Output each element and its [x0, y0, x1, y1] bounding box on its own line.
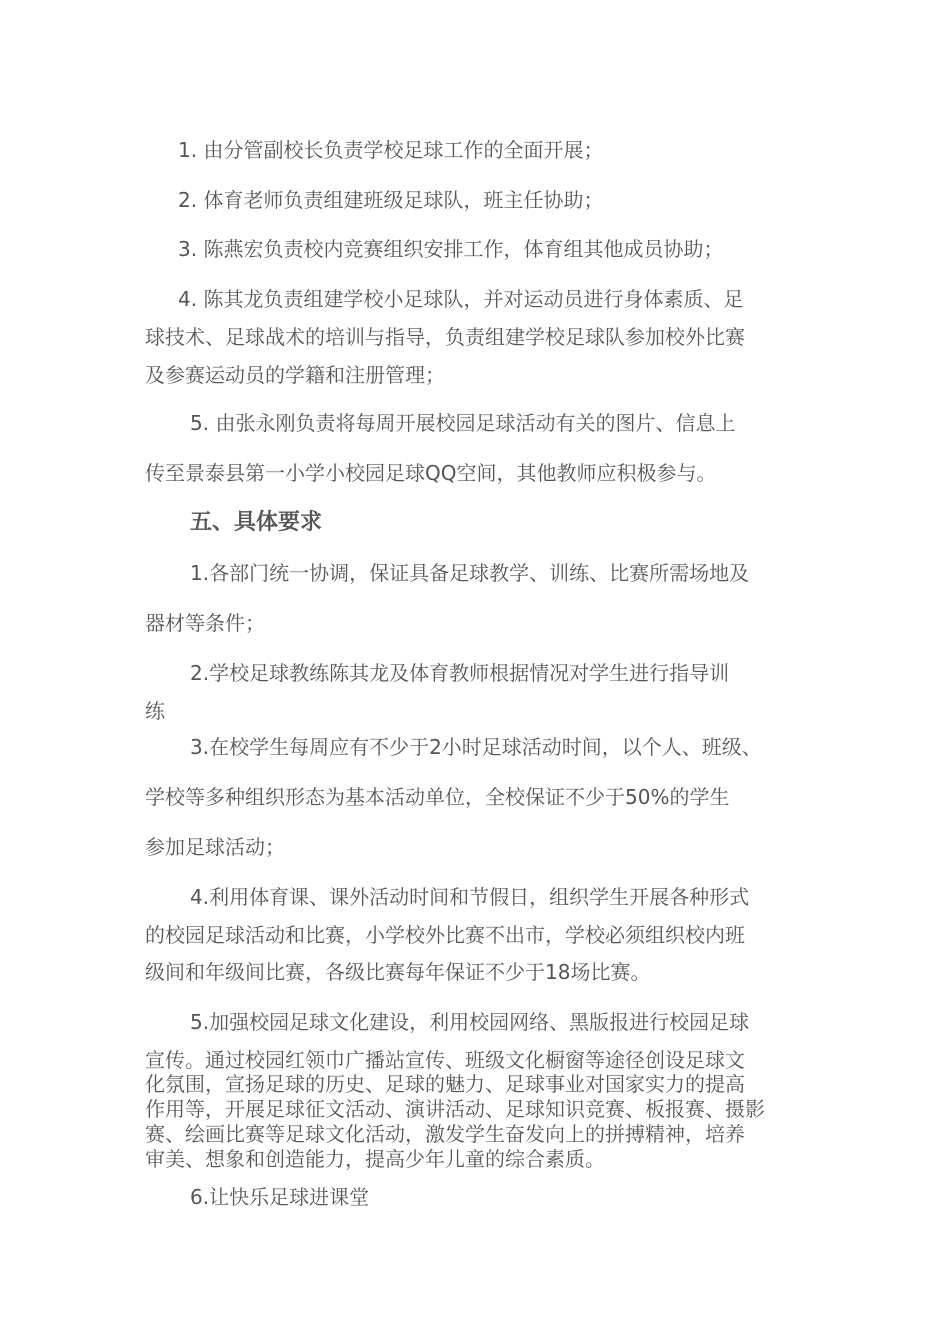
req-1-line-2: 器材等条件；: [145, 611, 265, 635]
req-4-line-1: 4.利用体育课、课外活动时间和节假日，组织学生开展各种形式: [190, 885, 750, 909]
req-5-line-3: 化氛围，宣扬足球的历史、足球的魅力、足球事业对国家实力的提高: [145, 1072, 745, 1096]
item-4-line-3: 及参赛运动员的学籍和注册管理；: [145, 363, 445, 387]
req-3-line-3: 参加足球活动；: [145, 835, 285, 859]
req-5-line-1: 5.加强校园足球文化建设，利用校园网络、黑版报进行校园足球: [190, 1010, 750, 1034]
item-2: 2. 体育老师负责组建班级足球队，班主任协助；: [178, 188, 604, 212]
item-4-line-2: 球技术、足球战术的培训与指导，负责组建学校足球队参加校外比赛: [145, 325, 745, 349]
req-3-line-1: 3.在校学生每周应有不少于2小时足球活动时间，以个人、班级、: [190, 735, 762, 759]
req-1-line-1: 1.各部门统一协调，保证具备足球教学、训练、比赛所需场地及: [190, 561, 750, 585]
item-5-line-1: 5. 由张永刚负责将每周开展校园足球活动有关的图片、信息上: [190, 411, 736, 435]
req-4-line-2: 的校园足球活动和比赛，小学校外比赛不出市，学校必须组织校内班: [145, 923, 745, 947]
req-5-line-2: 宣传。通过校园红领巾广播站宣传、班级文化橱窗等途径创设足球文: [145, 1048, 745, 1072]
item-3: 3. 陈燕宏负责校内竞赛组织安排工作，体育组其他成员协助；: [178, 237, 724, 261]
section-heading: 五、具体要求: [190, 510, 323, 535]
req-5-line-6: 审美、想象和创造能力，提高少年儿童的综合素质。: [145, 1147, 605, 1171]
req-2-line-1: 2.学校足球教练陈其龙及体育教师根据情况对学生进行指导训: [190, 661, 730, 685]
item-5-line-2: 传至景泰县第一小学小校园足球QQ空间，其他教师应积极参与。: [145, 461, 717, 485]
req-4-line-3: 级间和年级间比赛，各级比赛每年保证不少于18场比赛。: [145, 960, 651, 984]
item-4-line-1: 4. 陈其龙负责组建学校小足球队，并对运动员进行身体素质、足: [178, 287, 744, 311]
req-2-line-2: 练: [145, 699, 165, 723]
req-5-line-5: 赛、绘画比赛等足球文化活动，激发学生奋发向上的拼搏精神，培养: [145, 1122, 745, 1146]
req-6: 6.让快乐足球进课堂: [190, 1185, 370, 1209]
req-5-line-4: 作用等，开展足球征文活动、演讲活动、足球知识竞赛、板报赛、摄影: [145, 1097, 765, 1121]
item-1: 1. 由分管副校长负责学校足球工作的全面开展；: [178, 138, 604, 162]
req-3-line-2: 学校等多种组织形态为基本活动单位，全校保证不少于50%的学生: [145, 785, 730, 809]
